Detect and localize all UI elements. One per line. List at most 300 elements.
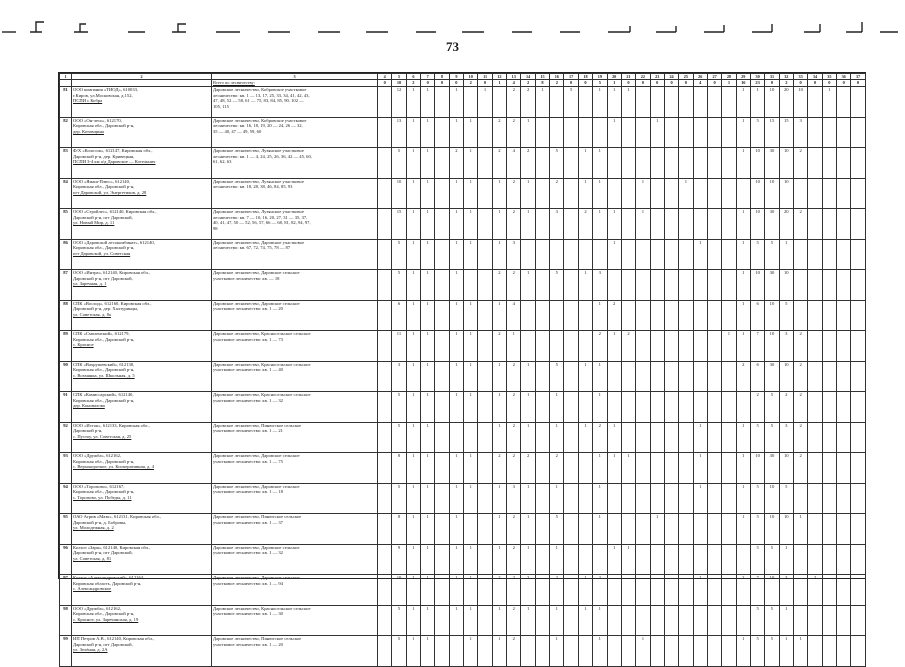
value-cell xyxy=(707,331,721,362)
forestry-description-cell xyxy=(212,270,378,301)
value-cell: 1 xyxy=(492,422,506,453)
value-cell xyxy=(650,575,664,606)
organization-line: Кировская обл., Даровской р-н, xyxy=(73,458,135,464)
value-cell: 1 xyxy=(507,331,521,362)
value-cell xyxy=(650,331,664,362)
header-number-cell: 25 xyxy=(679,74,693,80)
value-cell: 1 xyxy=(550,392,564,423)
value-cell xyxy=(693,392,707,423)
header-number-cell: 35 xyxy=(822,74,836,80)
value-cell xyxy=(693,178,707,209)
value-cell xyxy=(851,361,865,392)
value-cell: 1 xyxy=(492,361,506,392)
value-cell: 1 xyxy=(607,87,621,118)
value-cell xyxy=(650,239,664,270)
organization-line: пгт Даровской, ул. Энергетиков, д. 28 xyxy=(73,189,147,195)
description-line: участковое лесничество: кв. 1 — 20 xyxy=(213,641,283,647)
value-cell: 2 xyxy=(779,392,793,423)
value-cell xyxy=(607,148,621,179)
page-number: 73 xyxy=(446,39,459,54)
totals-value-cell: 2 xyxy=(406,80,420,87)
totals-no-cell xyxy=(60,80,72,87)
value-cell: 2 xyxy=(793,148,807,179)
value-cell xyxy=(378,117,392,148)
organization-line: Кировская обл., Даровской р-н, xyxy=(73,123,135,129)
organization-cell xyxy=(72,514,212,545)
value-cell xyxy=(478,575,492,606)
organization-line: Кировская область, Даровской р-н, xyxy=(73,580,142,586)
value-cell xyxy=(636,239,650,270)
value-cell: 1 xyxy=(406,392,420,423)
value-cell: 6 xyxy=(750,300,764,331)
organization-line: ООО «Исток», 612133, Кировская обл., xyxy=(73,422,150,428)
value-cell: 1 xyxy=(421,361,435,392)
value-cell: 1 xyxy=(693,483,707,514)
value-cell xyxy=(808,544,822,575)
totals-value-cell: 23 xyxy=(750,80,764,87)
value-cell xyxy=(621,270,635,301)
description-line: Даровское лесничество, Даровское сельское xyxy=(213,483,300,489)
value-cell xyxy=(621,605,635,636)
totals-value-cell: 0 xyxy=(578,80,592,87)
value-cell xyxy=(851,605,865,636)
value-cell: 1 xyxy=(449,392,463,423)
value-cell xyxy=(837,178,851,209)
value-cell: 1 xyxy=(492,209,506,240)
value-cell: 1 xyxy=(607,117,621,148)
value-cell: 1 xyxy=(464,453,478,484)
value-cell xyxy=(822,544,836,575)
value-cell xyxy=(707,300,721,331)
organization-line: ПСПИ 3-4 км а/д Даровское — Котельнич xyxy=(73,159,156,165)
value-cell: 1 xyxy=(550,605,564,636)
value-cell xyxy=(535,270,549,301)
table-row xyxy=(60,300,866,331)
value-cell xyxy=(808,636,822,667)
value-cell xyxy=(793,483,807,514)
value-cell: 2 xyxy=(736,361,750,392)
value-cell xyxy=(535,605,549,636)
description-line: 61, 62, 63 xyxy=(213,159,232,165)
value-cell: 1 xyxy=(421,514,435,545)
value-cell xyxy=(621,514,635,545)
value-cell: 1 xyxy=(593,87,607,118)
value-cell: 1 xyxy=(449,178,463,209)
organization-cell xyxy=(72,636,212,667)
description-line: участковое лесничество: кв. 1 — 32 xyxy=(213,550,283,556)
header-number-cell: 18 xyxy=(578,74,592,80)
value-cell: 2 xyxy=(507,209,521,240)
organization-line: ул. Советская, д. 8а xyxy=(73,311,111,317)
value-cell xyxy=(707,239,721,270)
value-cell: 8 xyxy=(392,453,406,484)
value-cell xyxy=(593,239,607,270)
header-number-cell: 28 xyxy=(722,74,736,80)
value-cell: 13 xyxy=(392,117,406,148)
value-cell xyxy=(851,209,865,240)
value-cell xyxy=(837,636,851,667)
value-cell xyxy=(607,483,621,514)
value-cell xyxy=(535,453,549,484)
row-number: 88 xyxy=(60,300,72,331)
value-cell xyxy=(722,300,736,331)
value-cell: 1 xyxy=(406,117,420,148)
value-cell xyxy=(707,453,721,484)
value-cell xyxy=(808,117,822,148)
value-cell xyxy=(808,483,822,514)
value-cell: 2 xyxy=(793,453,807,484)
organization-line: с. Верхокороткое, ул. Кооперативная, д. 4 xyxy=(73,464,154,470)
value-cell xyxy=(707,422,721,453)
value-cell xyxy=(636,483,650,514)
value-cell xyxy=(621,148,635,179)
value-cell xyxy=(693,270,707,301)
totals-value-cell: 10 xyxy=(392,80,406,87)
value-cell xyxy=(693,117,707,148)
description-line: участковое лесничество: кв. 1 — 32 xyxy=(213,397,283,403)
value-cell xyxy=(435,178,449,209)
value-cell: 1 xyxy=(693,422,707,453)
value-cell xyxy=(793,544,807,575)
description-line: лесничество: кв. 7 — 10, 16, 20, 27, 31 — 35, 37, xyxy=(213,214,308,220)
totals-value-cell: 0 xyxy=(621,80,635,87)
value-cell xyxy=(679,575,693,606)
value-cell: 1 xyxy=(550,636,564,667)
value-cell xyxy=(521,636,535,667)
description-line: Даровское лесничество, Лузянское участковое xyxy=(213,148,304,153)
organization-line: СПК «Смоленский», 612179, xyxy=(73,331,130,336)
organization-line: ООО «Интра», 612140, Кировская обл., xyxy=(73,270,151,275)
value-cell xyxy=(837,361,851,392)
value-cell xyxy=(378,361,392,392)
value-cell: 1 xyxy=(593,453,607,484)
value-cell: 5 xyxy=(750,117,764,148)
value-cell: 1 xyxy=(406,209,420,240)
value-cell xyxy=(664,575,678,606)
value-cell xyxy=(636,361,650,392)
organization-line: с. Торопово, ул. Победы, д. 11 xyxy=(73,494,132,500)
value-cell xyxy=(564,178,578,209)
value-cell: 5 xyxy=(765,636,779,667)
value-cell: 1 xyxy=(550,544,564,575)
value-cell: 2 xyxy=(607,300,621,331)
organization-line: с. Вохмянка, ул. Школьная, д. 5 xyxy=(73,372,135,378)
value-cell: 5 xyxy=(750,605,764,636)
value-cell: 5 xyxy=(779,300,793,331)
value-cell xyxy=(851,148,865,179)
description-line: участковое лесничество: кв. 1 — 20 xyxy=(213,306,283,312)
value-cell: 1 xyxy=(421,422,435,453)
value-cell: 1 xyxy=(693,239,707,270)
totals-value-cell: 16 xyxy=(736,80,750,87)
value-cell: 1 xyxy=(593,209,607,240)
value-cell xyxy=(679,636,693,667)
value-cell: 1 xyxy=(449,239,463,270)
value-cell: 5 xyxy=(765,392,779,423)
value-cell: 1 xyxy=(464,605,478,636)
value-cell: 9 xyxy=(392,544,406,575)
value-cell: 1 xyxy=(550,422,564,453)
header-number-cell: 2 xyxy=(72,74,212,80)
value-cell: 1 xyxy=(464,575,478,606)
value-cell xyxy=(722,270,736,301)
value-cell: 2 xyxy=(521,87,535,118)
value-cell: 1 xyxy=(421,575,435,606)
totals-value-cell: 0 xyxy=(664,80,678,87)
totals-value-cell: 4 xyxy=(507,80,521,87)
value-cell: 1 xyxy=(736,87,750,118)
value-cell: 2 xyxy=(808,575,822,606)
value-cell: 1 xyxy=(449,605,463,636)
table-row xyxy=(60,148,866,179)
value-cell: 10 xyxy=(779,148,793,179)
value-cell xyxy=(736,178,750,209)
description-line: лесничество: кв. 16, 18, 19, 20 — 24, 26 — 32, xyxy=(213,123,303,129)
value-cell xyxy=(650,87,664,118)
table-row xyxy=(60,178,866,209)
value-cell: 1 xyxy=(736,300,750,331)
value-cell xyxy=(564,453,578,484)
value-cell xyxy=(464,87,478,118)
value-cell xyxy=(851,392,865,423)
value-cell: 1 xyxy=(406,331,420,362)
description-line: 98 xyxy=(213,225,218,231)
organization-cell xyxy=(72,331,212,362)
value-cell xyxy=(837,453,851,484)
value-cell xyxy=(535,483,549,514)
forestry-description-cell xyxy=(212,209,378,240)
value-cell: 1 xyxy=(421,87,435,118)
organization-line: Даровской р-н, д. Бобровы, xyxy=(73,519,127,525)
register-table xyxy=(58,72,866,653)
value-cell xyxy=(664,300,678,331)
value-cell xyxy=(564,361,578,392)
value-cell: 1 xyxy=(679,178,693,209)
value-cell xyxy=(535,331,549,362)
value-cell xyxy=(636,300,650,331)
totals-value-cell: 2 xyxy=(779,80,793,87)
value-cell: 1 xyxy=(406,483,420,514)
value-cell xyxy=(822,270,836,301)
value-cell: 1 xyxy=(464,361,478,392)
description-line: участковое лесничество: кв. 1 — 73 xyxy=(213,336,283,342)
value-cell xyxy=(564,575,578,606)
value-cell: 1 xyxy=(521,422,535,453)
value-cell xyxy=(564,392,578,423)
value-cell xyxy=(664,331,678,362)
value-cell xyxy=(851,575,865,606)
value-cell xyxy=(650,544,664,575)
organization-line: Даровской р-н, пгт Даровской, xyxy=(73,641,133,647)
totals-value-cell: 0 xyxy=(435,80,449,87)
organization-line: дер. Котовщина xyxy=(73,128,104,134)
table-row xyxy=(60,331,866,362)
value-cell xyxy=(564,148,578,179)
value-cell: 3 xyxy=(779,575,793,606)
description-line: Даровское лесничество, Даровское сельское xyxy=(213,300,300,306)
description-line: Даровское лесничество, Красносельское сельское xyxy=(213,392,311,397)
value-cell xyxy=(621,636,635,667)
value-cell: 3 xyxy=(779,422,793,453)
organization-line: ул. Заречная, д. 1 xyxy=(73,281,107,287)
value-cell: 1 xyxy=(593,605,607,636)
forestry-description-cell xyxy=(212,605,378,636)
value-cell xyxy=(707,209,721,240)
value-cell: 1 xyxy=(406,575,420,606)
value-cell xyxy=(822,331,836,362)
value-cell xyxy=(564,605,578,636)
value-cell: 1 xyxy=(449,209,463,240)
value-cell xyxy=(564,514,578,545)
value-cell xyxy=(808,605,822,636)
value-cell xyxy=(478,209,492,240)
header-number-cell: 34 xyxy=(808,74,822,80)
value-cell xyxy=(435,544,449,575)
value-cell xyxy=(736,544,750,575)
totals-value-cell: 1 xyxy=(722,80,736,87)
value-cell: 1 xyxy=(607,544,621,575)
value-cell xyxy=(693,87,707,118)
value-cell: 1 xyxy=(621,87,635,118)
value-cell xyxy=(722,514,736,545)
value-cell xyxy=(851,331,865,362)
forestry-description-cell xyxy=(212,117,378,148)
value-cell: 1 xyxy=(406,453,420,484)
totals-value-cell: 0 xyxy=(378,80,392,87)
organization-line: ОАО Агрив «Мазк», 612131, Кировская обл., xyxy=(73,514,161,519)
value-cell: 1 xyxy=(421,331,435,362)
value-cell: 15 xyxy=(779,117,793,148)
value-cell xyxy=(535,178,549,209)
organization-line: ООО «Ямаш-Плюс», 612140, xyxy=(73,178,131,184)
value-cell: 2 xyxy=(507,270,521,301)
value-cell: 2 xyxy=(507,361,521,392)
value-cell: 2 xyxy=(521,148,535,179)
value-cell xyxy=(564,270,578,301)
value-cell xyxy=(478,514,492,545)
value-cell: 2 xyxy=(578,209,592,240)
value-cell xyxy=(636,392,650,423)
organization-line: пгт Даровской, ул. Советская xyxy=(73,250,131,256)
header-number-cell: 11 xyxy=(478,74,492,80)
value-cell xyxy=(650,300,664,331)
forestry-description-cell xyxy=(212,148,378,179)
value-cell xyxy=(435,575,449,606)
value-cell xyxy=(837,300,851,331)
value-cell: 20 xyxy=(779,209,793,240)
value-cell xyxy=(435,148,449,179)
value-cell: 2 xyxy=(550,178,564,209)
description-line: Даровское лесничество, Кобровское участковое xyxy=(213,87,307,92)
value-cell: 2 xyxy=(492,331,506,362)
value-cell xyxy=(435,453,449,484)
row-number: 84 xyxy=(60,178,72,209)
value-cell xyxy=(607,636,621,667)
value-cell xyxy=(535,575,549,606)
value-cell xyxy=(378,453,392,484)
value-cell: 30 xyxy=(765,270,779,301)
value-cell xyxy=(435,239,449,270)
value-cell: 1 xyxy=(736,331,750,362)
organization-line: ИП Петров А.В., 612140, Кировская обл., xyxy=(73,636,155,641)
header-number-cell: 6 xyxy=(406,74,420,80)
value-cell xyxy=(521,239,535,270)
table-row xyxy=(60,270,866,301)
value-cell xyxy=(578,544,592,575)
value-cell xyxy=(707,392,721,423)
value-cell: 1 xyxy=(607,331,621,362)
description-line: участковое лесничество: кв. 1 — 18 xyxy=(213,489,283,495)
value-cell xyxy=(707,514,721,545)
value-cell: 1 xyxy=(521,544,535,575)
value-cell xyxy=(693,209,707,240)
value-cell: 8 xyxy=(392,514,406,545)
organization-line: ул. Советская, д. 81 xyxy=(73,555,112,561)
value-cell xyxy=(851,422,865,453)
value-cell xyxy=(478,544,492,575)
value-cell: 1 xyxy=(492,544,506,575)
value-cell: 15 xyxy=(765,117,779,148)
value-cell xyxy=(722,453,736,484)
value-cell: 1 xyxy=(521,361,535,392)
value-cell xyxy=(378,148,392,179)
value-cell: 1 xyxy=(406,239,420,270)
value-cell: 1 xyxy=(421,117,435,148)
value-cell: 1 xyxy=(736,239,750,270)
value-cell xyxy=(378,392,392,423)
value-cell xyxy=(435,605,449,636)
value-cell: 15 xyxy=(392,209,406,240)
description-line: Даровское лесничество, Даровское участковое xyxy=(213,239,305,245)
value-cell xyxy=(808,422,822,453)
value-cell xyxy=(679,392,693,423)
value-cell: 2 xyxy=(621,331,635,362)
totals-value-cell: 2 xyxy=(464,80,478,87)
value-cell xyxy=(822,605,836,636)
value-cell: 10 xyxy=(765,87,779,118)
value-cell xyxy=(851,300,865,331)
value-cell xyxy=(478,636,492,667)
totals-row xyxy=(60,80,866,87)
organization-line: ООО «Дружба», 612162, xyxy=(73,453,122,458)
value-cell: 2 xyxy=(521,575,535,606)
value-cell xyxy=(650,209,664,240)
row-number: 99 xyxy=(60,636,72,667)
totals-value-cell: 0 xyxy=(650,80,664,87)
organization-cell xyxy=(72,239,212,270)
value-cell xyxy=(822,453,836,484)
header-number-cell: 33 xyxy=(793,74,807,80)
header-number-cell: 20 xyxy=(607,74,621,80)
header-number-cell: 21 xyxy=(621,74,635,80)
value-cell xyxy=(664,178,678,209)
value-cell: 10 xyxy=(750,209,764,240)
value-cell xyxy=(578,514,592,545)
value-cell: 1 xyxy=(535,87,549,118)
value-cell xyxy=(837,270,851,301)
value-cell: 30 xyxy=(765,209,779,240)
forestry-description-cell xyxy=(212,483,378,514)
value-cell xyxy=(378,331,392,362)
value-cell xyxy=(837,422,851,453)
description-line: Даровское лесничество, Пинюгское сельское xyxy=(213,422,302,428)
value-cell xyxy=(837,117,851,148)
organization-line: с. Александровское xyxy=(73,586,112,592)
value-cell: 2 xyxy=(507,605,521,636)
value-cell xyxy=(693,514,707,545)
value-cell xyxy=(722,361,736,392)
value-cell xyxy=(621,209,635,240)
